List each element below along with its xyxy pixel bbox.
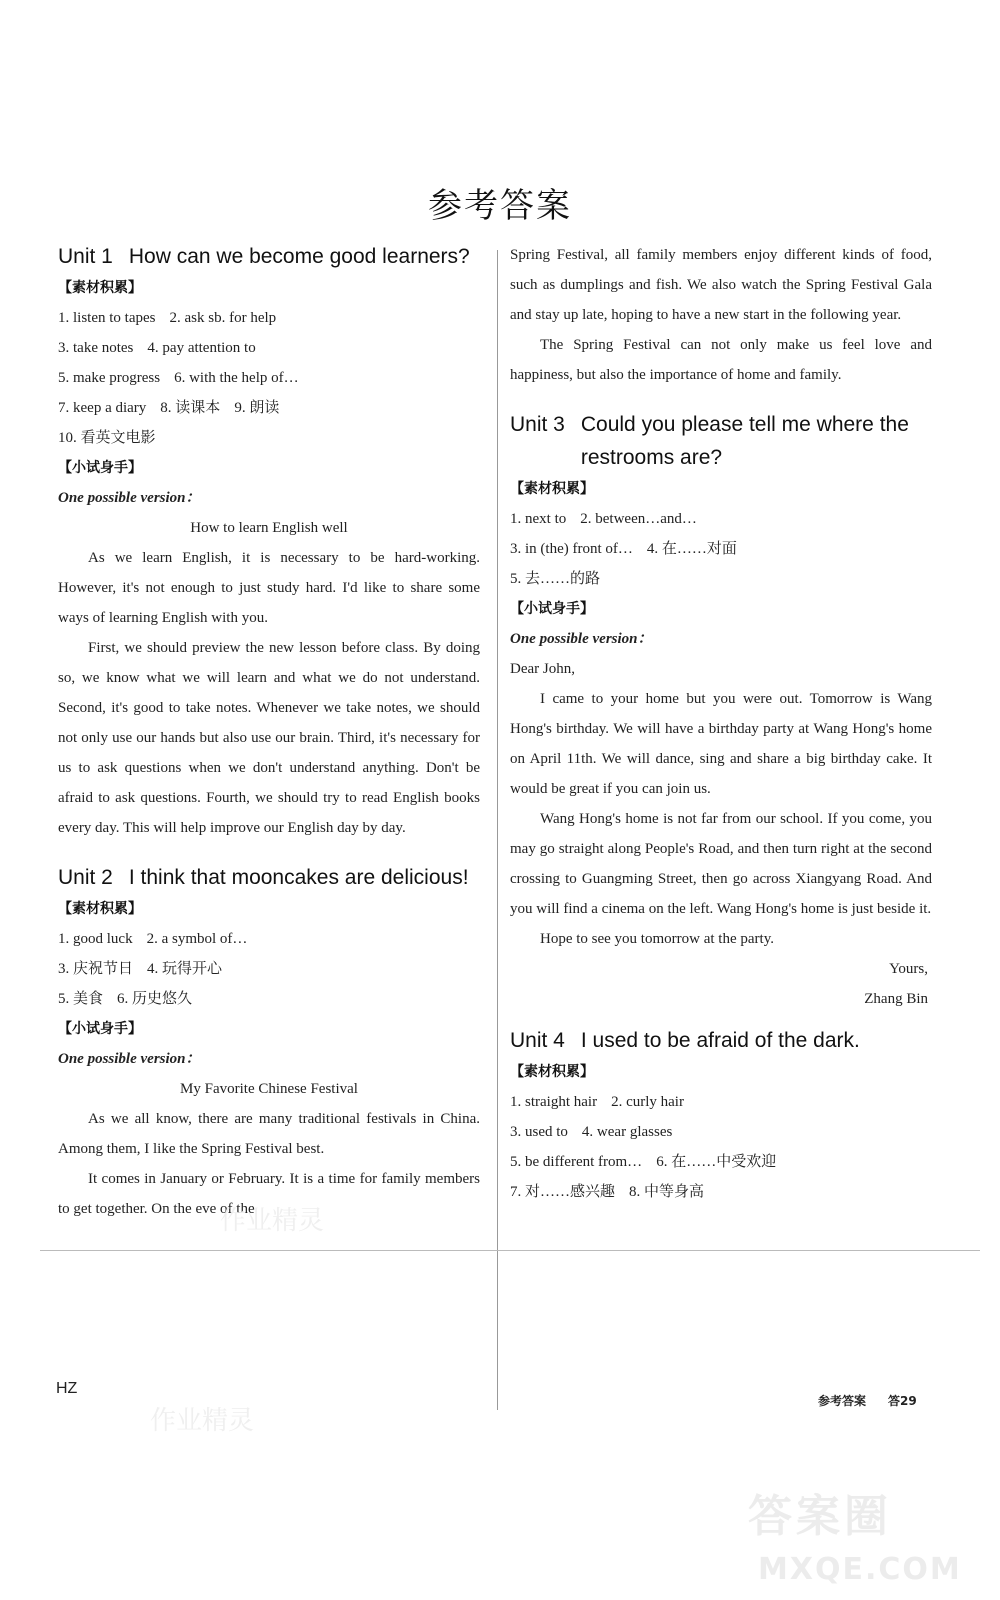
list-item: 5. 去……的路	[510, 571, 601, 587]
unit2-material-label: 【素材积累】	[58, 901, 142, 917]
unit1-material-list	[58, 303, 480, 453]
watermark-url: MXQE.COM	[758, 1552, 962, 1587]
column-divider	[497, 250, 498, 1410]
unit1-number: Unit 1	[58, 245, 113, 268]
scan-fold-line	[40, 1250, 980, 1251]
unit3-paragraph: Hope to see you tomorrow at the party.	[540, 931, 774, 947]
unit1-material-label: 【素材积累】	[58, 280, 142, 296]
footer-section: 参考答案	[818, 1394, 867, 1408]
unit3-heading	[510, 408, 932, 474]
page-title: 参考答案	[428, 186, 572, 226]
unit4-material-list	[510, 1087, 932, 1207]
left-column	[58, 240, 480, 1224]
unit3-number: Unit 3	[510, 413, 565, 436]
list-item: 1. good luck 2. a symbol of…	[58, 931, 248, 947]
unit2-paragraph: It comes in January or February. It is a time for family members to get together. On the eve of the	[58, 1171, 480, 1217]
watermark-logo: 答案圈	[748, 1491, 892, 1542]
page-number: 答29	[888, 1394, 917, 1408]
unit1-title: How can we become good learners?	[128, 245, 470, 268]
list-item: 5. 美食 6. 历史悠久	[58, 991, 193, 1007]
unit1-paragraph: First, we should preview the new lesson before class. By doing so, we know what we will learn and what we do not understand. Second, it's good to take notes. Whenever we take notes, we should not only use our hands but also use our brain. Third, it's necessary for us to ask questions when we don't understand anything. Don't be afraid to ask questions. Fourth, we should try to read English books every day. This will help improve our English day by day.	[58, 640, 480, 836]
list-item: 1. listen to tapes 2. ask sb. for help	[58, 310, 277, 326]
list-item: 5. be different from… 6. 在……中受欢迎	[510, 1154, 777, 1170]
unit3-title: Could you please tell me where the restrooms are?	[580, 413, 909, 469]
unit2-paragraph-continued: Spring Festival, all family members enjoy different kinds of food, such as dumplings and fish. We also watch the Spring Festival Gala and stay up late, hoping to have a new start in the following year.	[510, 247, 932, 323]
footer-page-label	[818, 1392, 917, 1409]
footer-edition-code: HZ	[56, 1380, 78, 1397]
list-item: 7. 对……感兴趣 8. 中等身高	[510, 1184, 705, 1200]
unit3-paragraph: I came to your home but you were out. Tomorrow is Wang Hong's birthday. We will have a birthday party at Wang Hong's home on April 11th. We will dance, sing and share a big birthday cake. It would be great if you can join us.	[510, 691, 932, 797]
unit1-version-label: One possible version：	[58, 490, 201, 506]
unit2-number: Unit 2	[58, 866, 113, 889]
list-item: 3. in (the) front of… 4. 在……对面	[510, 541, 737, 557]
unit2-material-list	[58, 924, 480, 1014]
right-column	[510, 240, 932, 1207]
list-item: 3. 庆祝节日 4. 玩得开心	[58, 961, 223, 977]
unit3-version-label: One possible version：	[510, 631, 653, 647]
unit4-heading	[510, 1024, 932, 1057]
unit4-title: I used to be afraid of the dark.	[580, 1029, 860, 1052]
unit3-paragraph: Wang Hong's home is not far from our school. If you come, you may go straight along People's Road, and then turn right at the second crossing to Guangming Street, then go across Xiangyang Road. And you will find a cinema on the left. Wang Hong's home is just beside it.	[510, 811, 932, 917]
unit3-signature: Zhang Bin	[864, 991, 928, 1007]
watermark-faint: 作业精灵	[220, 1206, 325, 1236]
list-item: 5. make progress 6. with the help of…	[58, 370, 299, 386]
list-item: 3. used to 4. wear glasses	[510, 1124, 673, 1140]
unit2-version-label: One possible version：	[58, 1051, 201, 1067]
list-item: 3. take notes 4. pay attention to	[58, 340, 256, 356]
unit3-material-list	[510, 504, 932, 594]
unit2-essay-title: My Favorite Chinese Festival	[180, 1081, 358, 1097]
list-item: 1. next to 2. between…and…	[510, 511, 697, 527]
watermark-faint: 作业精灵	[150, 1406, 255, 1436]
unit2-heading	[58, 861, 480, 894]
list-item: 7. keep a diary 8. 读课本 9. 朗读	[58, 400, 280, 416]
unit2-practice-label: 【小试身手】	[58, 1021, 142, 1037]
unit4-number: Unit 4	[510, 1029, 565, 1052]
list-item: 10. 看英文电影	[58, 430, 156, 446]
unit3-practice-label: 【小试身手】	[510, 601, 594, 617]
unit1-practice-label: 【小试身手】	[58, 460, 142, 476]
unit4-material-label: 【素材积累】	[510, 1064, 594, 1080]
unit2-paragraph: As we all know, there are many traditional festivals in China. Among them, I like the Spring Festival best.	[58, 1111, 480, 1157]
unit1-essay-title: How to learn English well	[190, 520, 348, 536]
list-item: 1. straight hair 2. curly hair	[510, 1094, 684, 1110]
unit3-material-label: 【素材积累】	[510, 481, 594, 497]
unit3-closing: Yours,	[889, 961, 928, 977]
unit2-title: I think that mooncakes are delicious!	[128, 866, 469, 889]
unit3-greeting: Dear John,	[510, 661, 575, 677]
unit1-paragraph: As we learn English, it is necessary to be hard-working. However, it's not enough to just study hard. I'd like to share some ways of learning English with you.	[58, 550, 480, 626]
unit1-heading	[58, 240, 480, 273]
unit2-paragraph: The Spring Festival can not only make us feel love and happiness, but also the importance of home and family.	[510, 337, 932, 383]
